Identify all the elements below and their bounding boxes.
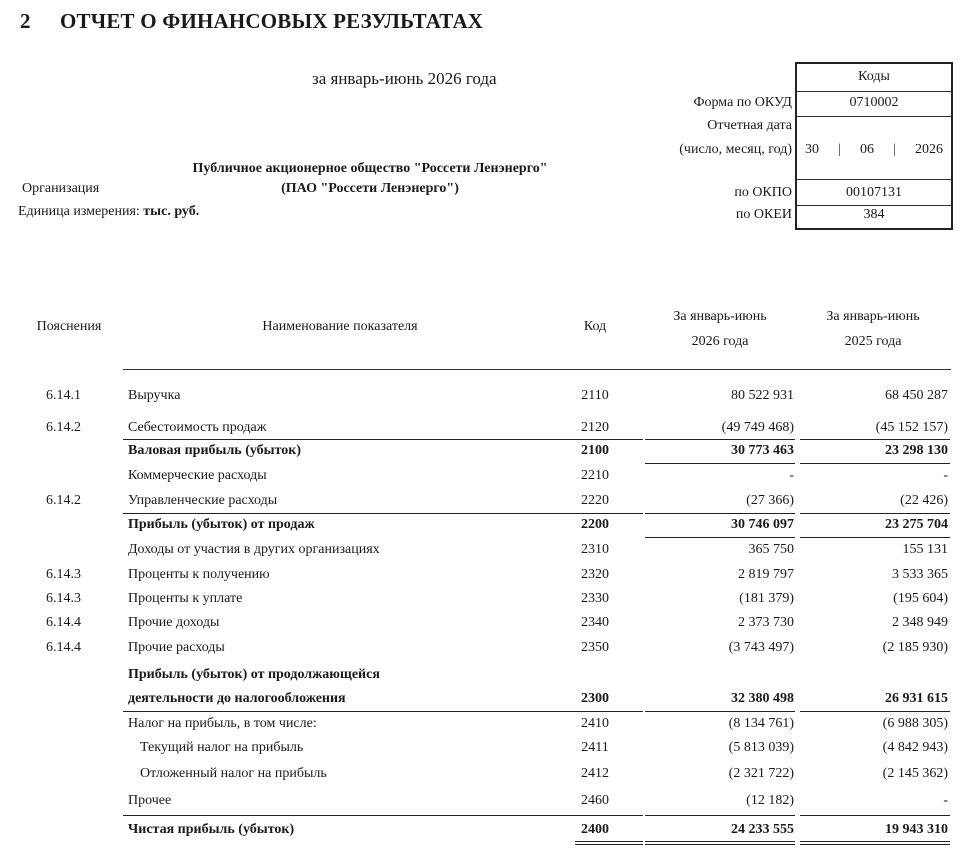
row-code: 2310 [581,542,609,557]
header-col-2025 [798,304,948,354]
table-row [0,713,974,735]
table-row [0,417,974,439]
row-value-2025: (45 152 157) [875,420,948,435]
row-value-2025: - [943,793,948,808]
row-name: Прибыль (убыток) от продаж [128,517,315,532]
unit-row [18,204,199,220]
row-code: 2300 [581,691,609,706]
row-value-2025: 26 931 615 [885,691,948,706]
row-code: 2412 [581,766,609,781]
row-value-2025: 23 298 130 [885,443,948,458]
header-col-2026-line1: За январь-июнь [673,309,767,324]
report-title: ОТЧЕТ О ФИНАНСОВЫХ РЕЗУЛЬТАТАХ [60,9,484,33]
okei-label: по ОКЕИ [735,207,792,222]
row-value-2026: (181 379) [739,591,794,606]
table-row [0,539,974,561]
unit-value: тыс. руб. [143,204,200,219]
table-row [0,612,974,634]
row-name: Чистая прибыль (убыток) [128,822,295,837]
row-value-2026: 80 522 931 [731,388,794,403]
row-value-2025: (2 145 362) [882,766,948,781]
subtotal-rule [800,463,950,464]
subtotal-rule [645,513,795,514]
row-code: 2410 [581,716,609,731]
okud-label: Форма по ОКУД [693,95,792,110]
table-row [0,385,974,407]
okpo-code: 00107131 [846,185,902,200]
report-period: за январь-июнь 2026 года [312,69,497,88]
row-name: Прочие доходы [128,615,220,630]
organization-name-line2: (ПАО "Россети Ленэнерго") [281,181,459,196]
row-name: Доходы от участия в других организациях [128,542,380,557]
row-name: Прибыль (убыток) от продолжающейся [128,667,380,682]
row-value-2026: (12 182) [746,793,794,808]
table-row [0,763,974,785]
row-note: 6.14.4 [46,615,81,630]
table-row [0,514,974,536]
total-double-rule [575,841,643,842]
row-value-2026: 2 819 797 [738,567,794,582]
row-name: Выручка [128,388,181,403]
codes-divider [797,179,951,180]
row-code: 2330 [581,591,609,606]
table-header-rule [123,369,951,370]
row-code: 2411 [581,740,609,755]
date-year: 2026 [915,142,943,157]
table-row [0,637,974,659]
row-value-2025: 2 348 949 [892,615,948,630]
date-separator: | [893,142,896,157]
table-row [0,819,974,841]
header-col-2025-line1: За январь-июнь [826,309,920,324]
subtotal-rule [645,439,795,440]
row-code: 2220 [581,493,609,508]
row-value-2026: (8 134 761) [728,716,794,731]
row-value-2025: (22 426) [900,493,948,508]
row-value-2025: 23 275 704 [885,517,948,532]
date-month: 06 [860,142,874,157]
okei-code: 384 [863,207,885,222]
date-day: 30 [805,142,819,157]
row-name: Прочее [128,793,172,808]
codes-header: Коды [858,69,890,84]
row-code: 2210 [581,468,609,483]
row-value-2025: 3 533 365 [892,567,948,582]
row-value-2026: (5 813 039) [728,740,794,755]
row-value-2026: - [789,468,794,483]
row-name: Текущий налог на прибыль [140,740,304,755]
date-label-1: Отчетная дата [707,118,792,133]
header-col-2026-line2: 2026 года [691,334,749,349]
row-note: 6.14.1 [46,388,81,403]
section-number: 2 [20,9,31,33]
okpo-label: по ОКПО [734,185,792,200]
subtotal-rule [800,439,950,440]
row-code: 2340 [581,615,609,630]
row-value-2025: (4 842 943) [882,740,948,755]
total-rule [800,815,950,816]
row-value-2026: 32 380 498 [731,691,794,706]
subtotal-rule [645,711,795,712]
row-value-2026: (49 749 468) [721,420,794,435]
row-name: Коммерческие расходы [128,468,267,483]
subtotal-rule [800,711,950,712]
row-code: 2460 [581,793,609,808]
date-separator: | [838,142,841,157]
table-row [0,440,974,462]
row-note: 6.14.4 [46,640,81,655]
codes-box [795,62,953,230]
header-col-2025-line2: 2025 года [844,334,902,349]
organization-name-line1: Публичное акционерное общество "Россети Ленэнерго" [192,161,548,176]
header-code: Код [583,319,607,334]
okud-code: 0710002 [849,95,899,110]
row-code: 2200 [581,517,609,532]
subtotal-rule [123,513,643,514]
row-value-2026: (2 321 722) [728,766,794,781]
row-value-2026: 24 233 555 [731,822,794,837]
row-name: Налог на прибыль, в том числе: [128,716,317,731]
total-double-rule [800,841,950,842]
subtotal-rule [800,537,950,538]
row-value-2026: (3 743 497) [728,640,794,655]
header-notes: Пояснения [36,319,102,334]
row-value-2025: - [943,468,948,483]
row-value-2026: 2 373 730 [738,615,794,630]
row-value-2026: 30 773 463 [731,443,794,458]
table-row [0,790,974,812]
report-date [797,142,951,158]
table-row [0,688,974,710]
row-name: Себестоимость продаж [128,420,267,435]
table-row [0,564,974,586]
row-code: 2110 [581,388,609,403]
row-value-2025: (2 185 930) [882,640,948,655]
row-name: Отложенный налог на прибыль [140,766,327,781]
row-value-2025: (195 604) [893,591,948,606]
row-code: 2320 [581,567,609,582]
organization-label: Организация [22,181,100,196]
row-name: Проценты к получению [128,567,270,582]
table-row [0,664,974,686]
row-value-2026: (27 366) [746,493,794,508]
row-name: Управленческие расходы [128,493,278,508]
row-note: 6.14.2 [46,493,81,508]
subtotal-rule [123,439,643,440]
codes-divider [797,116,951,117]
codes-divider [797,91,951,92]
total-double-rule [800,844,950,845]
row-value-2026: 365 750 [748,542,794,557]
row-note: 6.14.3 [46,567,81,582]
header-col-2026 [645,304,795,354]
total-double-rule [645,844,795,845]
row-value-2025: 68 450 287 [885,388,948,403]
row-value-2025: 155 131 [902,542,948,557]
total-rule [123,815,643,816]
table-row [0,465,974,487]
subtotal-rule [645,537,795,538]
table-row [0,490,974,512]
row-code: 2350 [581,640,609,655]
header-name: Наименование показателя [262,319,418,334]
row-code: 2400 [581,822,609,837]
total-double-rule [645,841,795,842]
row-code: 2100 [581,443,609,458]
row-name: Валовая прибыль (убыток) [128,443,302,458]
row-name: Проценты к уплате [128,591,243,606]
row-value-2025: (6 988 305) [882,716,948,731]
total-double-rule [575,844,643,845]
row-value-2025: 19 943 310 [885,822,948,837]
row-name: деятельности до налогообложения [128,691,346,706]
row-note: 6.14.2 [46,420,81,435]
row-code: 2120 [581,420,609,435]
subtotal-rule [645,463,795,464]
total-rule [645,815,795,816]
unit-label: Единица измерения: [18,204,140,219]
subtotal-rule [800,513,950,514]
codes-divider [797,205,951,206]
row-note: 6.14.3 [46,591,81,606]
report-heading [20,9,483,34]
table-row [0,588,974,610]
table-row [0,737,974,759]
subtotal-rule [123,711,643,712]
date-label-2: (число, месяц, год) [679,142,792,157]
row-value-2026: 30 746 097 [731,517,794,532]
row-name: Прочие расходы [128,640,225,655]
